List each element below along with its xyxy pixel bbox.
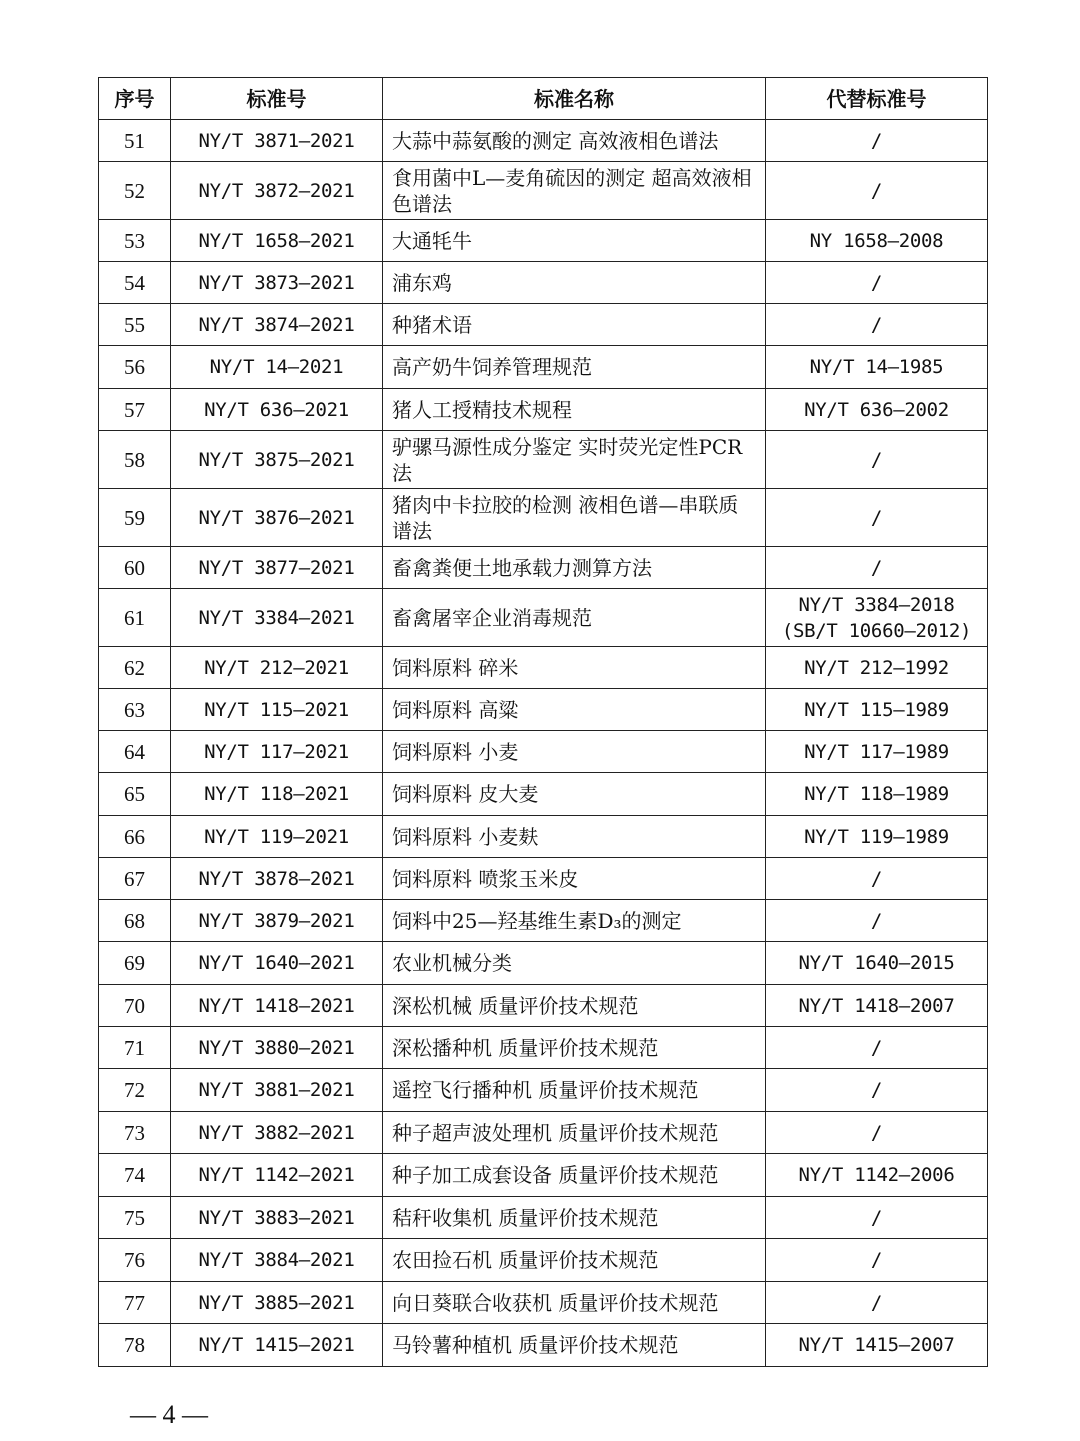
cell-standard-name: 种子超声波处理机 质量评价技术规范: [383, 1112, 766, 1154]
cell-standard-number: NY/T 1415—2021: [171, 1324, 383, 1367]
cell-standard-number: NY/T 3876—2021: [171, 489, 383, 547]
cell-standard-number: NY/T 3384—2021: [171, 589, 383, 647]
table-row: [99, 900, 988, 942]
cell-seq: 69: [99, 942, 171, 985]
cell-standard-name: 深松机械 质量评价技术规范: [383, 985, 766, 1027]
cell-standard-name: 饲料原料 高粱: [383, 689, 766, 731]
cell-replaced-standard: /: [766, 1239, 988, 1282]
cell-replaced-standard: NY/T 119—1989: [766, 816, 988, 858]
cell-replaced-standard: NY/T 1418—2007: [766, 985, 988, 1027]
cell-standard-name: 向日葵联合收获机 质量评价技术规范: [383, 1282, 766, 1324]
cell-standard-name: 大通牦牛: [383, 220, 766, 262]
table-row: [99, 489, 988, 547]
cell-replaced-standard: /: [766, 1197, 988, 1239]
cell-standard-name: 猪肉中卡拉胶的检测 液相色谱—串联质谱法: [383, 489, 766, 547]
cell-standard-number: NY/T 3883—2021: [171, 1197, 383, 1239]
cell-standard-number: NY/T 115—2021: [171, 689, 383, 731]
cell-seq: 77: [99, 1282, 171, 1324]
table-row: [99, 1197, 988, 1239]
cell-replaced-standard: NY/T 1142—2006: [766, 1154, 988, 1197]
cell-standard-number: NY/T 3881—2021: [171, 1069, 383, 1112]
cell-replaced-standard: /: [766, 162, 988, 220]
cell-standard-number: NY/T 119—2021: [171, 816, 383, 858]
cell-replaced-standard: NY/T 1415—2007: [766, 1324, 988, 1367]
cell-seq: 74: [99, 1154, 171, 1197]
cell-seq: 67: [99, 858, 171, 900]
cell-seq: 59: [99, 489, 171, 547]
table-row: [99, 1154, 988, 1197]
cell-replaced-standard: /: [766, 547, 988, 589]
table-row: [99, 731, 988, 773]
cell-replaced-standard: /: [766, 1282, 988, 1324]
cell-standard-number: NY/T 3882—2021: [171, 1112, 383, 1154]
cell-seq: 57: [99, 389, 171, 431]
cell-standard-name: 遥控飞行播种机 质量评价技术规范: [383, 1069, 766, 1112]
cell-standard-name: 农田捡石机 质量评价技术规范: [383, 1239, 766, 1282]
table-row: [99, 431, 988, 489]
cell-standard-name: 饲料原料 小麦麸: [383, 816, 766, 858]
cell-replaced-standard: /: [766, 1027, 988, 1069]
table-row: [99, 1027, 988, 1069]
cell-standard-number: NY/T 3873—2021: [171, 262, 383, 304]
table-row: [99, 589, 988, 647]
cell-standard-number: NY/T 3880—2021: [171, 1027, 383, 1069]
cell-standard-name: 畜禽粪便土地承载力测算方法: [383, 547, 766, 589]
cell-standard-name: 食用菌中L—麦角硫因的测定 超高效液相色谱法: [383, 162, 766, 220]
cell-replaced-standard: /: [766, 900, 988, 942]
cell-seq: 54: [99, 262, 171, 304]
cell-standard-number: NY/T 1658—2021: [171, 220, 383, 262]
cell-standard-name: 秸秆收集机 质量评价技术规范: [383, 1197, 766, 1239]
cell-replaced-standard: NY/T 1640—2015: [766, 942, 988, 985]
cell-seq: 60: [99, 547, 171, 589]
cell-standard-name: 饲料中25—羟基维生素D₃的测定: [383, 900, 766, 942]
cell-standard-number: NY/T 3874—2021: [171, 304, 383, 346]
cell-standard-name: 深松播种机 质量评价技术规范: [383, 1027, 766, 1069]
cell-replaced-standard: NY/T 212—1992: [766, 647, 988, 689]
cell-standard-name: 饲料原料 喷浆玉米皮: [383, 858, 766, 900]
cell-seq: 56: [99, 346, 171, 389]
cell-replaced-standard: NY 1658—2008: [766, 220, 988, 262]
cell-seq: 66: [99, 816, 171, 858]
cell-seq: 61: [99, 589, 171, 647]
header-replaced-standard: 代替标准号: [766, 78, 988, 120]
cell-replaced-standard: /: [766, 431, 988, 489]
cell-seq: 75: [99, 1197, 171, 1239]
cell-standard-number: NY/T 118—2021: [171, 773, 383, 816]
table-row: [99, 858, 988, 900]
cell-standard-number: NY/T 1640—2021: [171, 942, 383, 985]
cell-standard-name: 大蒜中蒜氨酸的测定 高效液相色谱法: [383, 120, 766, 162]
cell-seq: 72: [99, 1069, 171, 1112]
table-row: [99, 816, 988, 858]
cell-seq: 65: [99, 773, 171, 816]
cell-seq: 62: [99, 647, 171, 689]
cell-standard-number: NY/T 3872—2021: [171, 162, 383, 220]
cell-seq: 64: [99, 731, 171, 773]
table-row: [99, 120, 988, 162]
cell-seq: 51: [99, 120, 171, 162]
table-row: [99, 1069, 988, 1112]
cell-replaced-standard: /: [766, 262, 988, 304]
cell-standard-name: 猪人工授精技术规程: [383, 389, 766, 431]
cell-seq: 70: [99, 985, 171, 1027]
cell-standard-number: NY/T 636—2021: [171, 389, 383, 431]
standards-table-container: [98, 77, 987, 1367]
cell-standard-number: NY/T 3875—2021: [171, 431, 383, 489]
cell-standard-number: NY/T 212—2021: [171, 647, 383, 689]
cell-replaced-standard: /: [766, 1069, 988, 1112]
table-body: [99, 120, 988, 1367]
cell-standard-name: 浦东鸡: [383, 262, 766, 304]
table-row: [99, 547, 988, 589]
cell-standard-number: NY/T 3878—2021: [171, 858, 383, 900]
cell-replaced-standard: /: [766, 304, 988, 346]
cell-standard-number: NY/T 14—2021: [171, 346, 383, 389]
cell-standard-name: 农业机械分类: [383, 942, 766, 985]
table-row: [99, 647, 988, 689]
table-row: [99, 1282, 988, 1324]
header-standard-number: 标准号: [171, 78, 383, 120]
cell-seq: 63: [99, 689, 171, 731]
cell-standard-number: NY/T 117—2021: [171, 731, 383, 773]
cell-replaced-standard: NY/T 117—1989: [766, 731, 988, 773]
cell-replaced-standard: NY/T 636—2002: [766, 389, 988, 431]
cell-standard-number: NY/T 3879—2021: [171, 900, 383, 942]
cell-seq: 68: [99, 900, 171, 942]
cell-replaced-standard: /: [766, 858, 988, 900]
cell-replaced-standard: /: [766, 120, 988, 162]
cell-standard-name: 种子加工成套设备 质量评价技术规范: [383, 1154, 766, 1197]
replaced-standard-line: NY/T 3384—2018: [798, 593, 955, 616]
cell-standard-number: NY/T 1418—2021: [171, 985, 383, 1027]
cell-standard-name: 种猪术语: [383, 304, 766, 346]
page-number: — 4 —: [130, 1400, 208, 1429]
cell-standard-name: 饲料原料 碎米: [383, 647, 766, 689]
cell-seq: 52: [99, 162, 171, 220]
cell-replaced-standard: /: [766, 489, 988, 547]
cell-seq: 53: [99, 220, 171, 262]
cell-seq: 55: [99, 304, 171, 346]
cell-seq: 78: [99, 1324, 171, 1367]
table-header-row: [99, 78, 988, 120]
cell-standard-number: NY/T 3877—2021: [171, 547, 383, 589]
table-row: [99, 346, 988, 389]
cell-seq: 71: [99, 1027, 171, 1069]
cell-replaced-standard: /: [766, 1112, 988, 1154]
table-row: [99, 942, 988, 985]
cell-replaced-standard: NY/T 14—1985: [766, 346, 988, 389]
standards-table: [98, 77, 988, 1367]
cell-standard-name: 饲料原料 皮大麦: [383, 773, 766, 816]
table-row: [99, 985, 988, 1027]
table-row: [99, 220, 988, 262]
cell-standard-number: NY/T 1142—2021: [171, 1154, 383, 1197]
table-row: [99, 389, 988, 431]
table-row: [99, 689, 988, 731]
table-row: [99, 162, 988, 220]
cell-standard-name: 高产奶牛饲养管理规范: [383, 346, 766, 389]
cell-replaced-standard: NY/T 118—1989: [766, 773, 988, 816]
cell-seq: 76: [99, 1239, 171, 1282]
cell-standard-name: 饲料原料 小麦: [383, 731, 766, 773]
cell-standard-number: NY/T 3871—2021: [171, 120, 383, 162]
cell-standard-number: NY/T 3884—2021: [171, 1239, 383, 1282]
cell-standard-number: NY/T 3885—2021: [171, 1282, 383, 1324]
cell-standard-name: 畜禽屠宰企业消毒规范: [383, 589, 766, 647]
replaced-standard-line: (SB/T 10660—2012): [781, 619, 972, 642]
cell-seq: 73: [99, 1112, 171, 1154]
table-row: [99, 773, 988, 816]
cell-standard-name: 驴骡马源性成分鉴定 实时荧光定性PCR法: [383, 431, 766, 489]
cell-seq: 58: [99, 431, 171, 489]
header-standard-name: 标准名称: [383, 78, 766, 120]
cell-replaced-standard: NY/T 115—1989: [766, 689, 988, 731]
table-row: [99, 1112, 988, 1154]
table-row: [99, 1239, 988, 1282]
table-row: [99, 1324, 988, 1367]
table-row: [99, 304, 988, 346]
header-seq: 序号: [99, 78, 171, 120]
cell-replaced-standard: [766, 589, 988, 647]
cell-standard-name: 马铃薯种植机 质量评价技术规范: [383, 1324, 766, 1367]
table-row: [99, 262, 988, 304]
